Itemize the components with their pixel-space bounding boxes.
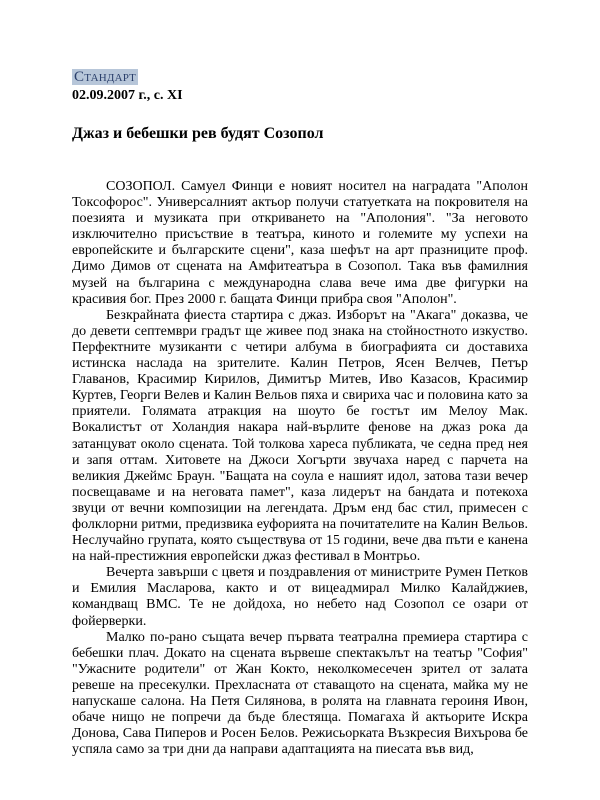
article-page bbox=[72, 68, 528, 758]
newspaper-masthead: Стандарт bbox=[74, 69, 137, 85]
paragraph-2: Безкрайната фиеста стартира с джаз. Изборът на "Акага" доказва, че до девети септември градът ще живее под знака на стойностното изкуство. Перфектните музиканти с четири албума в биографията си доставиха истинска наслада на зрителите. Калин Петров, Ясен Велчев, Петър Главанов, Красимир Кирилов, Димитър Митев, Иво Казасов, Красимир Куртев, Георги Велев и Калин Вельов пяха и свириха час и половина като за приятели. Голямата атракция на шоуто бе гостът им Мелоу Мак. Вокалистът от Холандия накара най-върлите фенове на джаз рока да затанцуват около сцената. Той толкова хареса публиката, че седна пред нея и запя оттам. Хитовете на Джоси Хогърти звучаха наред с парчета на великия Джеймс Браун. "Бащата на соула е нашият идол, затова тази вечер посвещаваме и на неговата памет", каза лидерът на бандата и потекоха звуци от вечни композиции на легендата. Дръм енд бас стил, примесен с фолклорни ритми, предизвика еуфорията на почитателите на Калин Вельов. Неслучайно групата, която съществува от 15 години, вече два пъти е канена на най-престижния европейски джаз фестивал в Монтрьо. bbox=[72, 307, 528, 565]
publication-date: 02.09.2007 г., с. XI bbox=[72, 88, 183, 103]
article-body bbox=[72, 179, 528, 758]
paragraph-1: СОЗОПОЛ. Самуел Финци е новият носител на наградата "Аполон Токсофорос". Универсалният актьор получи статуетката на покровителя на поезията и музиката при откриването на "Аполония". "За неговото изключително присъствие в театъра, киното и големите му успехи на европейските и българските сцени", каза шефът на арт празниците проф. Димо Димов от сцената на Амфитеатъра в Созопол. Така във фамилния музей на българина с международна слава вече има две фигурки на красивия бог. През 2000 г. бащата Финци прибра своя "Аполон". bbox=[72, 179, 528, 307]
paragraph-4: Малко по-рано същата вечер първата театрална премиера стартира с бебешки плач. Докато на сцената вървеше спектакълът на театър "София" "Ужасните родители" от Жан Кокто, неколкомесечен зрител от залата ревеше на пресекулки. Прехласната от ставащото на сцената, майка му не напускаше салона. На Петя Силянова, в ролята на главната героиня Ивон, обаче нищо не попречи да бъде блестяща. Помагаха й актьорите Искра Донова, Сава Пиперов и Росен Белов. Режисьорката Възкресия Вихърова бе успяла само за три дни да направи адаптацията на пиесата във вид, bbox=[72, 629, 528, 758]
paragraph-3: Вечерта завърши с цветя и поздравления от министрите Румен Петков и Емилия Масларова, както и от вицеадмирал Милко Калайджиев, командващ ВМС. Те не дойдоха, но небето над Созопол се озари от фойерверки. bbox=[72, 565, 528, 629]
article-headline: Джаз и бебешки рев будят Созопол bbox=[72, 125, 324, 142]
